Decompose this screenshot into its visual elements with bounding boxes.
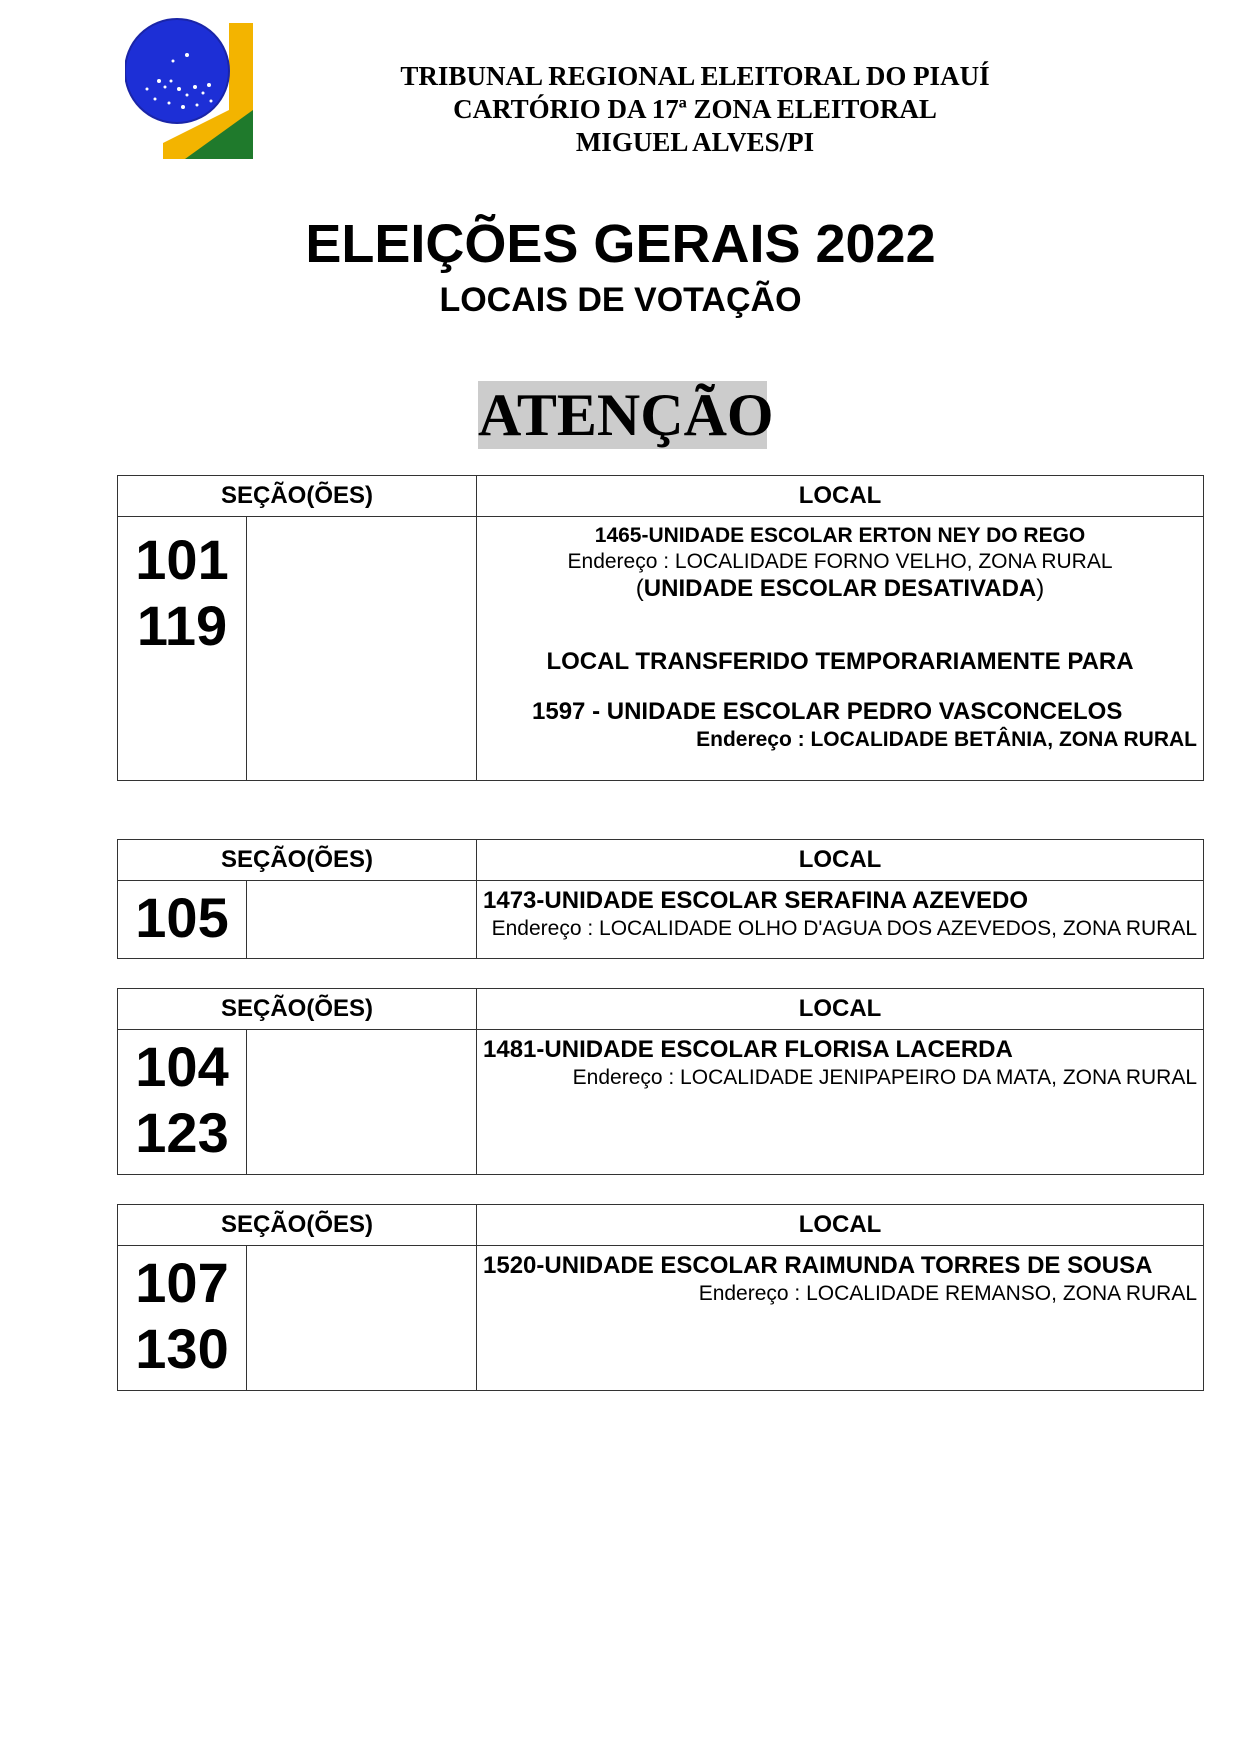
sections-header: SEÇÃO(ÕES) (118, 476, 477, 517)
section-number: 123 (135, 1101, 229, 1164)
site-name: 1465-UNIDADE ESCOLAR ERTON NEY DO REGO (594, 524, 1086, 547)
local-cell (477, 517, 1204, 781)
empty-cell (247, 1246, 477, 1391)
site-address: Endereço : LOCALIDADE REMANSO, ZONA RURAL (698, 1282, 1198, 1305)
section-number: 119 (136, 594, 228, 657)
new-site-address: Endereço : LOCALIDADE BETÂNIA, ZONA RURAL (696, 728, 1198, 751)
electoral-court-logo (125, 15, 253, 159)
local-header: LOCAL (477, 840, 1204, 881)
section-number: 107 (135, 1251, 229, 1314)
section-number: 101 (135, 528, 229, 591)
local-header: LOCAL (477, 476, 1204, 517)
court-name: TRIBUNAL REGIONAL ELEITORAL DO PIAUÍ (400, 61, 990, 91)
deactivated-text: UNIDADE ESCOLAR DESATIVADA (643, 575, 1037, 602)
site-name: 1473-UNIDADE ESCOLAR SERAFINA AZEVEDO (483, 887, 1028, 914)
empty-cell (247, 881, 477, 959)
site-address: Endereço : LOCALIDADE FORNO VELHO, ZONA RURAL (567, 550, 1113, 573)
local-cell (477, 881, 1204, 959)
local-cell (477, 1030, 1204, 1175)
section-number: 105 (135, 886, 229, 949)
sections-header: SEÇÃO(ÕES) (118, 989, 477, 1030)
local-cell (477, 1246, 1204, 1391)
paren-close: ) (1036, 575, 1045, 602)
sections-cell (118, 881, 247, 959)
polling-table-3 (117, 988, 1204, 1175)
site-address: Endereço : LOCALIDADE OLHO D'AGUA DOS AZEVEDOS, ZONA RURAL (491, 917, 1198, 940)
sections-header: SEÇÃO(ÕES) (118, 1205, 477, 1246)
sections-cell (118, 517, 247, 781)
polling-table-4 (117, 1204, 1204, 1391)
paren-open: ( (635, 575, 644, 602)
site-address: Endereço : LOCALIDADE JENIPAPEIRO DA MATA, ZONA RURAL (572, 1066, 1198, 1089)
local-header: LOCAL (477, 989, 1204, 1030)
deactivated-note (477, 575, 1203, 603)
local-header: LOCAL (477, 1205, 1204, 1246)
empty-cell (247, 517, 477, 781)
attention-banner: ATENÇÃO (478, 382, 774, 448)
new-site-name: 1597 - UNIDADE ESCOLAR PEDRO VASCONCELOS (532, 698, 1123, 725)
polling-table-2 (117, 839, 1204, 959)
empty-cell (247, 1030, 477, 1175)
polling-table-1 (117, 475, 1204, 781)
site-name: 1481-UNIDADE ESCOLAR FLORISA LACERDA (483, 1036, 1013, 1063)
sections-header: SEÇÃO(ÕES) (118, 840, 477, 881)
registry-name: CARTÓRIO DA 17ª ZONA ELEITORAL (453, 94, 937, 124)
court-header (330, 60, 1060, 159)
site-name: 1520-UNIDADE ESCOLAR RAIMUNDA TORRES DE SOUSA (483, 1252, 1153, 1279)
section-number: 130 (135, 1317, 229, 1380)
transfer-note: LOCAL TRANSFERIDO TEMPORARIAMENTE PARA (546, 648, 1134, 675)
page-title: ELEIÇÕES GERAIS 2022 (305, 214, 936, 274)
sections-cell (118, 1246, 247, 1391)
city-name: MIGUEL ALVES/PI (575, 127, 815, 157)
sections-cell (118, 1030, 247, 1175)
section-number: 104 (135, 1035, 229, 1098)
page-subtitle: LOCAIS DE VOTAÇÃO (439, 281, 802, 319)
